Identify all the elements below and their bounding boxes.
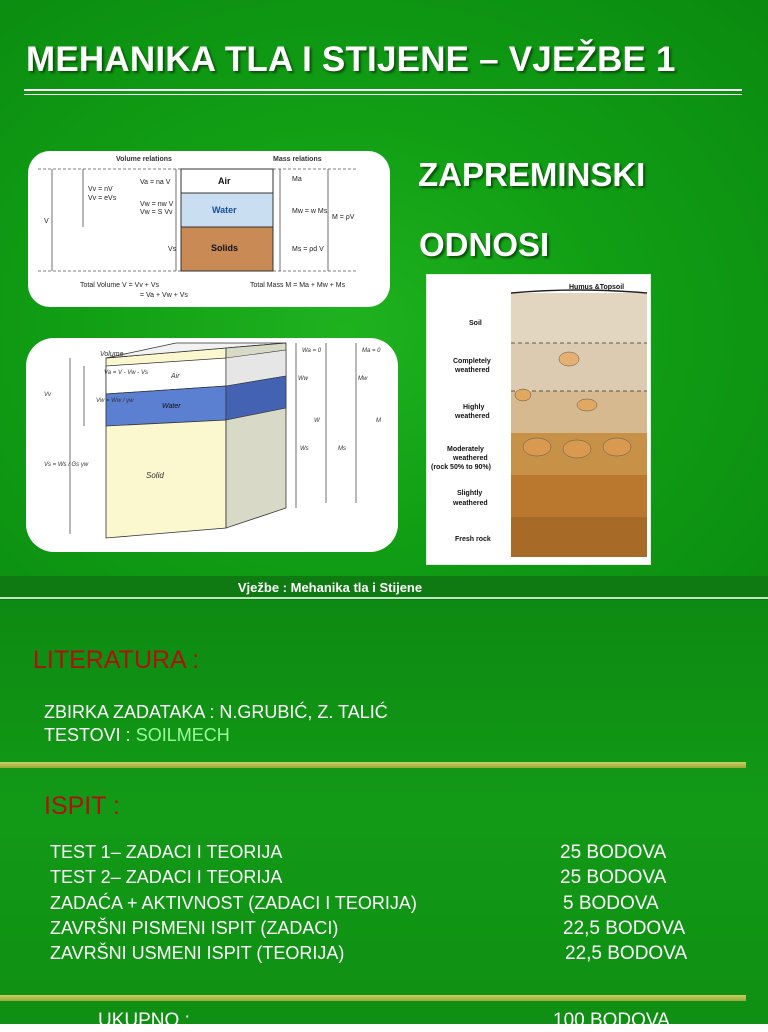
- svg-text:Total Mass M = Ma + Mw + Ms: Total Mass M = Ma + Mw + Ms: [250, 282, 346, 289]
- mass-relations-label: Mass relations: [273, 156, 322, 163]
- separator-2: [0, 995, 746, 1001]
- heading-line-2: ODNOSI: [419, 226, 550, 263]
- svg-text:Mw = w Ms: Mw = w Ms: [292, 208, 328, 215]
- phase-diagram-card: [28, 151, 390, 307]
- svg-text:Highly: Highly: [463, 404, 485, 411]
- svg-text:weathered: weathered: [455, 367, 490, 374]
- heading-line-1: ZAPREMINSKI: [418, 156, 646, 193]
- svg-text:V: V: [44, 218, 49, 225]
- svg-text:Fresh rock: Fresh rock: [455, 536, 491, 543]
- svg-text:weathered: weathered: [453, 455, 488, 462]
- svg-text:Vw = nw V: Vw = nw V: [140, 201, 174, 208]
- svg-text:Volume: Volume: [100, 351, 124, 358]
- literatura-heading: LITERATURA :: [33, 646, 200, 674]
- svg-text:Ma = 0: Ma = 0: [362, 348, 381, 354]
- ispit-points-5: 22,5 BODOVA: [565, 943, 688, 964]
- svg-text:Va = V - Vw - Vs: Va = V - Vw - Vs: [104, 370, 148, 376]
- svg-text:W: W: [314, 418, 320, 424]
- separator-1: [0, 762, 746, 768]
- ispit-item-2: TEST 2– ZADACI I TEORIJA: [50, 867, 283, 887]
- svg-text:Moderately: Moderately: [447, 446, 484, 453]
- ispit-heading: ISPIT :: [44, 792, 120, 820]
- svg-text:Air: Air: [171, 373, 180, 380]
- svg-text:Vv = nV: Vv = nV: [88, 186, 113, 193]
- volume-relations-label: Volume relations: [116, 156, 172, 163]
- svg-text:Water: Water: [162, 403, 181, 410]
- footer-line: [0, 597, 768, 599]
- svg-text:weathered: weathered: [453, 500, 488, 507]
- title-rule-bottom: [24, 94, 742, 95]
- block-diagram-card: [26, 338, 398, 552]
- svg-text:Slightly: Slightly: [457, 490, 483, 497]
- ispit-item-4: ZAVRŠNI PISMENI ISPIT (ZADACI): [50, 918, 339, 938]
- svg-text:Completely: Completely: [453, 358, 491, 365]
- air-label: Air: [218, 176, 231, 186]
- svg-text:Vs: Vs: [168, 246, 177, 253]
- svg-text:Mw: Mw: [358, 376, 368, 382]
- svg-text:Va = na V: Va = na V: [140, 179, 171, 186]
- block-diagram: [26, 338, 398, 552]
- weathering-profile: [427, 275, 650, 564]
- svg-text:Vs = Ws / Gs γw: Vs = Ws / Gs γw: [44, 462, 89, 468]
- svg-text:Humus &Topsoil: Humus &Topsoil: [569, 284, 625, 291]
- slide-2: [0, 600, 768, 1031]
- phase-diagram: [28, 151, 390, 307]
- ispit-points-3: 5 BODOVA: [563, 893, 659, 914]
- literatura-line-1: ZBIRKA ZADATAKA : N.GRUBIĆ, Z. TALIĆ: [44, 702, 388, 722]
- soilmech-link[interactable]: SOILMECH: [135, 725, 230, 745]
- literatura-line-2: TESTOVI : SOILMECH: [44, 725, 230, 745]
- svg-text:Ww: Ww: [298, 376, 308, 382]
- ispit-item-1: TEST 1– ZADACI I TEORIJA: [50, 842, 283, 862]
- svg-text:Ws: Ws: [300, 446, 309, 452]
- svg-text:Ma: Ma: [292, 176, 302, 183]
- water-label: Water: [212, 205, 237, 215]
- title-rule-top: [24, 89, 742, 91]
- slide-footer: Vježbe : Mehanika tla i Stijene: [237, 580, 423, 595]
- ispit-item-5: ZAVRŠNI USMENI ISPIT (TEORIJA): [50, 943, 345, 963]
- svg-text:Vv = eVs: Vv = eVs: [88, 195, 117, 202]
- svg-text:weathered: weathered: [455, 413, 490, 420]
- ispit-points-1: 25 BODOVA: [560, 842, 667, 863]
- svg-text:= Va + Vw + Vs: = Va + Vw + Vs: [140, 292, 188, 299]
- weathering-profile-image: [426, 274, 651, 565]
- svg-text:M: M: [376, 418, 381, 424]
- svg-text:Total Volume V = Vv + Vs: Total Volume V = Vv + Vs: [80, 282, 159, 289]
- ispit-points-4: 22,5 BODOVA: [563, 918, 686, 939]
- svg-text:M = ρV: M = ρV: [332, 214, 355, 221]
- ispit-item-3: ZADAĆA + AKTIVNOST (ZADACI I TEORIJA): [50, 893, 417, 913]
- svg-text:Ms = ρd V: Ms = ρd V: [292, 246, 324, 253]
- svg-text:Vv: Vv: [44, 392, 52, 398]
- svg-text:Ms: Ms: [338, 446, 346, 452]
- svg-text:Vw = Ww / γw: Vw = Ww / γw: [96, 398, 134, 404]
- svg-text:Wa = 0: Wa = 0: [302, 348, 322, 354]
- ispit-points-2: 25 BODOVA: [560, 867, 667, 888]
- svg-text:Soil: Soil: [469, 320, 482, 327]
- svg-text:(rock 50% to 90%): (rock 50% to 90%): [431, 464, 491, 471]
- ukupno-points: 100 BODOVA: [553, 1010, 670, 1031]
- ukupno-label: UKUPNO :: [98, 1010, 190, 1031]
- svg-text:Solid: Solid: [146, 471, 164, 480]
- solids-label: Solids: [211, 243, 239, 253]
- slide-title: MEHANIKA TLA I STIJENE – VJEŽBE 1: [26, 40, 676, 79]
- svg-text:Vw = S Vv: Vw = S Vv: [140, 209, 173, 216]
